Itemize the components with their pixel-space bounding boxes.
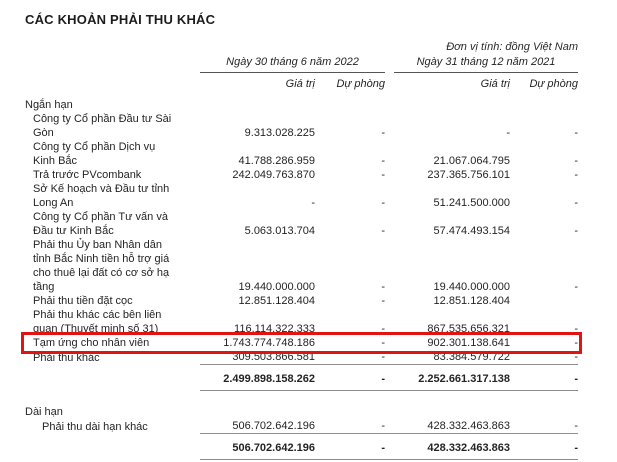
provision-column-header-2021: Dự phòng bbox=[529, 78, 579, 90]
section-row bbox=[25, 97, 578, 112]
row-label: Tạm ứng cho nhân viên bbox=[33, 337, 150, 349]
spacer-cell bbox=[25, 391, 578, 405]
cell-d1: - bbox=[381, 127, 385, 139]
cell-d1: - bbox=[315, 350, 385, 365]
cell-g2: 867.535.656.321 bbox=[427, 323, 510, 335]
cell-d1: - bbox=[381, 337, 385, 349]
cell-d2: - bbox=[574, 225, 579, 237]
cell-g1: 2.499.898.158.262 bbox=[200, 365, 315, 391]
table-row bbox=[25, 140, 578, 168]
cell-d2: - bbox=[574, 197, 579, 209]
period1-header: Ngày 30 tháng 6 năm 2022 bbox=[200, 55, 385, 73]
row-label: Phải thu khác các bên liên quan (Thuyết minh số 31) bbox=[33, 309, 162, 335]
cell-d1: - bbox=[381, 323, 385, 335]
total-row bbox=[25, 434, 578, 460]
table-row bbox=[25, 210, 578, 238]
cell-d1: - bbox=[381, 169, 385, 181]
table-row bbox=[25, 294, 578, 308]
cell-g2: 51.241.500.000 bbox=[433, 197, 510, 209]
highlighted-row bbox=[25, 336, 578, 350]
cell-g2: 12.851.128.404 bbox=[433, 295, 510, 307]
cell-d2: - bbox=[574, 337, 579, 349]
table-row bbox=[25, 182, 578, 210]
cell-d1: - bbox=[381, 197, 385, 209]
cell-d2: - bbox=[510, 350, 578, 365]
cell-g1: 5.063.013.704 bbox=[244, 225, 315, 237]
cell-g1: 506.702.642.196 bbox=[200, 434, 315, 460]
cell-d2: - bbox=[510, 419, 578, 434]
cell-g2: 57.474.493.154 bbox=[433, 225, 510, 237]
cell-g1: 242.049.763.870 bbox=[232, 169, 315, 181]
currency-unit-note: Đơn vị tính: đồng Việt Nam bbox=[446, 41, 578, 53]
cell-g2: 2.252.661.317.138 bbox=[385, 365, 510, 391]
table-row bbox=[25, 350, 578, 365]
cell-g2: 21.067.064.795 bbox=[433, 155, 510, 167]
cell-d2: - bbox=[574, 127, 579, 139]
cell-d1: - bbox=[381, 295, 385, 307]
section-row bbox=[25, 404, 578, 419]
page-title: CÁC KHOẢN PHẢI THU KHÁC bbox=[25, 12, 216, 27]
spacer-row bbox=[25, 391, 578, 405]
cell-g2: 428.332.463.863 bbox=[385, 419, 510, 434]
row-label: Trả trước PVcombank bbox=[33, 169, 142, 181]
cell-g1: 1.743.774.748.186 bbox=[223, 337, 315, 349]
cell-g2: 19.440.000.000 bbox=[433, 281, 510, 293]
row-label: Phải thu tiền đặt cọc bbox=[33, 295, 133, 307]
table-row bbox=[25, 112, 578, 140]
cell-d1: - bbox=[315, 365, 385, 391]
cell-d1: - bbox=[381, 225, 385, 237]
row-label: Phải thu dài hạn khác bbox=[42, 420, 148, 433]
period2-header: Ngày 31 tháng 12 năm 2021 bbox=[394, 55, 578, 73]
row-label: Công ty Cổ phần Dịch vụ Kinh Bắc bbox=[33, 141, 156, 167]
cell-g2: 83.384.579.722 bbox=[385, 350, 510, 365]
provision-column-header-2022: Dự phòng bbox=[336, 78, 385, 90]
row-label: Công ty Cổ phần Tư vấn và Đầu tư Kinh Bắc bbox=[33, 211, 168, 237]
cell-g1: 309.503.866.581 bbox=[200, 350, 315, 365]
cell-d2: - bbox=[510, 434, 578, 460]
row-label: Sở Kế hoạch và Đầu tư tỉnh Long An bbox=[33, 183, 170, 209]
section-label: Dài hạn bbox=[25, 406, 63, 418]
cell-d2: - bbox=[574, 155, 579, 167]
cell-g2: 428.332.463.863 bbox=[385, 434, 510, 460]
cell-g1: 116.114.322.333 bbox=[234, 323, 315, 335]
cell-g2: 237.365.756.101 bbox=[427, 169, 510, 181]
cell-g1: 12.851.128.404 bbox=[238, 295, 315, 307]
row-label: Công ty Cổ phần Đầu tư Sài Gòn bbox=[33, 113, 172, 139]
cell-g1: 19.440.000.000 bbox=[238, 281, 315, 293]
value-column-header-2021: Giá trị bbox=[480, 78, 510, 90]
cell-d2: - bbox=[574, 169, 579, 181]
table-row bbox=[25, 308, 578, 336]
period1-header-cell bbox=[200, 55, 385, 73]
table-row bbox=[25, 238, 578, 294]
total-row bbox=[25, 365, 578, 391]
empty-header-cell bbox=[25, 55, 200, 73]
row-label: Phải thu khác bbox=[33, 351, 100, 364]
cell-d1: - bbox=[315, 434, 385, 460]
cell-g2: 902.301.138.641 bbox=[427, 337, 510, 349]
cell-d1: - bbox=[381, 281, 385, 293]
table-row bbox=[25, 168, 578, 182]
subheader-row bbox=[25, 73, 578, 97]
cell-g1: - bbox=[311, 197, 315, 209]
row-label bbox=[25, 365, 200, 391]
row-label bbox=[25, 434, 200, 460]
row-label: Phải thu Ủy ban Nhân dân tỉnh Bắc Ninh tiền hỗ trợ giá cho thuê lại đất có cơ sở hạ tầng bbox=[33, 239, 170, 293]
cell-g1: 506.702.642.196 bbox=[200, 419, 315, 434]
cell-g1: 41.788.286.959 bbox=[238, 155, 315, 167]
table-row bbox=[25, 419, 578, 434]
cell-d1: - bbox=[315, 419, 385, 434]
cell-d2 bbox=[510, 294, 578, 308]
period2-header-cell bbox=[385, 55, 578, 73]
period-header-row bbox=[25, 55, 578, 73]
section-label: Ngắn hạn bbox=[25, 99, 73, 111]
cell-d2: - bbox=[510, 365, 578, 391]
cell-g2: - bbox=[506, 127, 510, 139]
cell-g1: 9.313.028.225 bbox=[244, 127, 315, 139]
cell-d2: - bbox=[574, 281, 579, 293]
receivables-table bbox=[25, 55, 578, 460]
cell-d1: - bbox=[381, 155, 385, 167]
value-column-header-2022: Giá trị bbox=[285, 78, 315, 90]
cell-d2: - bbox=[574, 323, 579, 335]
